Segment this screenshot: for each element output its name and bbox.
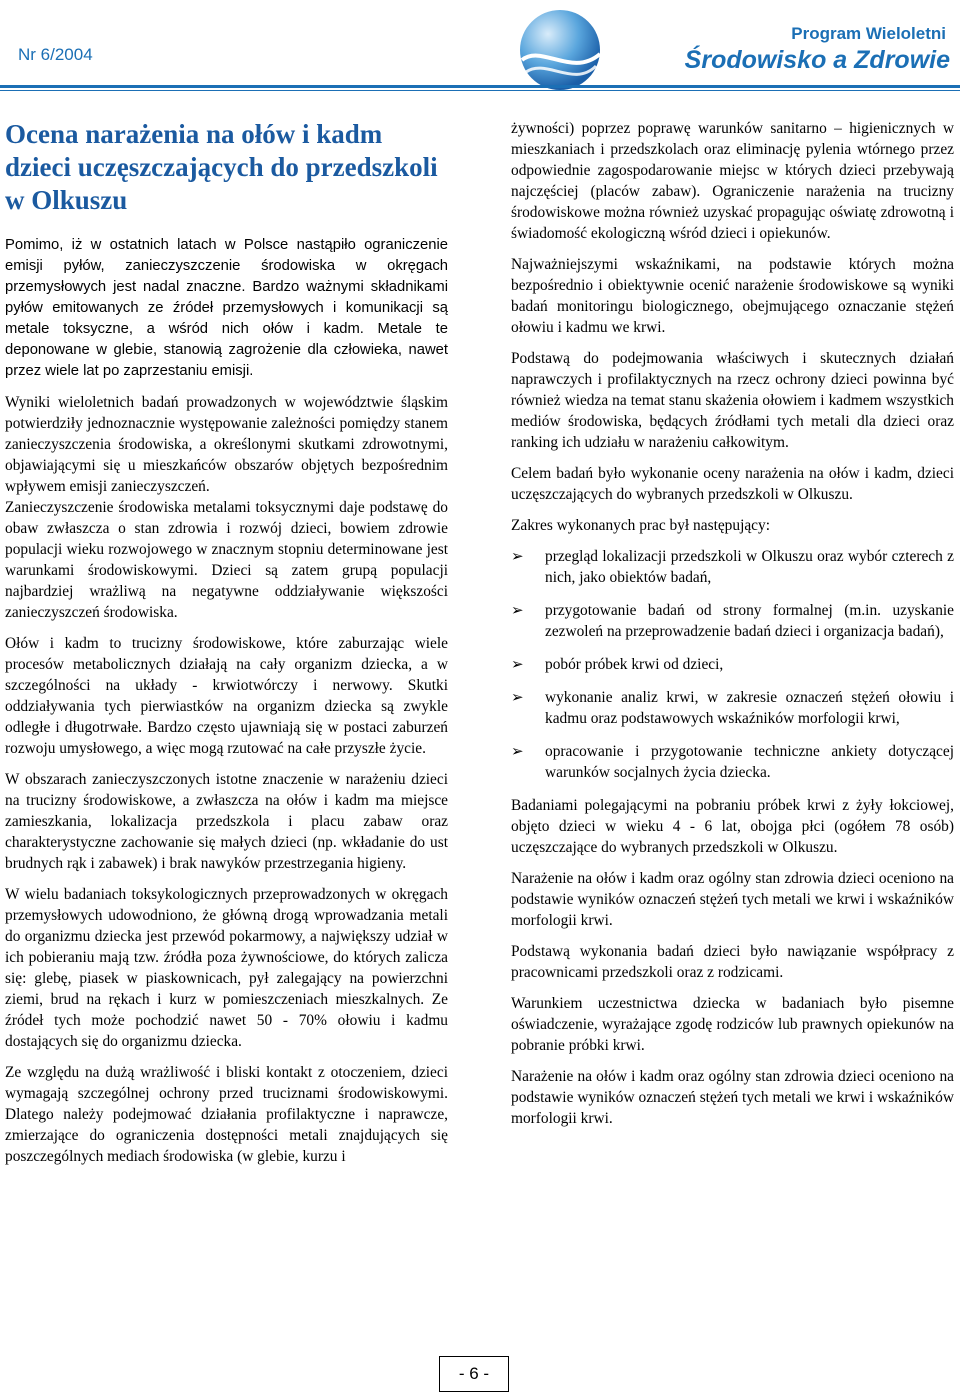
article-paragraph: Podstawą do podejmowania właściwych i skutecznych działań naprawczych i profilaktycznych na rzecz ochrony dzieci powinna być również wiedza na temat stanu skażenia ołowiem i kadmem wszystkich mediów środowiska, będących źródłami tych metali dla dzieci oraz ranking ich udziału w narażeniu całkowitym. bbox=[511, 350, 954, 451]
article-paragraph: Narażenie na ołów i kadm oraz ogólny stan zdrowia dzieci oceniono na podstawie wyników oznaczeń stężeń tych metali we krwi i wskaźników morfologii krwi. bbox=[511, 1068, 954, 1127]
list-item-text: opracowanie i przygotowanie techniczne ankiety dotyczącej warunków socjalnych życia dziecka. bbox=[545, 743, 954, 781]
list-item bbox=[511, 741, 954, 783]
article-paragraph: W wielu badaniach toksykologicznych przeprowadzonych w okręgach przemysłowych udowodniono, że główną drogą wprowadzania metali do organizmu dziecka jest przewód pokarmowy, a największy udział w ich pobieraniu mają tzw. źródła poza żywnościowe, do których zalicza się: glebę, piasek w piaskownicach, pył zalegający na powierzchni ziemi, brud na rękach i kurz w pomieszczeniach mieszkalnych. Ze źródeł tych może pochodzić nawet 50 - 70% ołowiu i kadmu dostających się do organizmu dziecka. bbox=[5, 886, 448, 1050]
header-rule-thin bbox=[0, 90, 960, 91]
article-paragraph: Celem badań było wykonanie oceny narażenia na ołów i kadm, dzieci uczęszczających do wybranych przedszkoli w Olkuszu. bbox=[511, 465, 954, 503]
article-paragraph: Badaniami polegającymi na pobraniu próbek krwi z żyły łokciowej, objęto dzieci w wieku 4 - 6 lat, obojga płci (ogółem 78 osób) uczęszczające do wybranych przedszkoli w Olkuszu. bbox=[511, 797, 954, 856]
list-item-text: wykonanie analiz krwi, w zakresie oznaczeń stężeń ołowiu i kadmu oraz podstawowych wskaźników morfologii krwi, bbox=[545, 689, 954, 727]
article-paragraph: Zanieczyszczenie środowiska metalami toksycznymi daje podstawę do obaw zwłaszcza o stan zdrowia i rozwój dzieci, bowiem zdrowie populacji wieku rozwojowego w znacznym stopniu determinowane jest warunkami środowiskowymi. Dzieci są zatem grupą populacji najbardziej wrażliwą na negatywne oddziaływanie większości zanieczyszczeń środowiska. bbox=[5, 499, 448, 621]
article-title: Ocena narażenia na ołów i kadm dzieci uczęszczających do przedszkoli w Olkuszu bbox=[5, 119, 438, 215]
list-item bbox=[511, 600, 954, 642]
arrow-bullet-icon: ➢ bbox=[511, 547, 524, 565]
article-paragraph: W obszarach zanieczyszczonych istotne znaczenie w narażeniu dzieci na trucizny środowiskowe, a zwłaszcza na ołów i kadm ma miejsce zamieszkania, lokalizacja przedszkola i placu zabaw oraz charakterystyczne zachowanie się małych dzieci (np. wkładanie do ust brudnych rąk i zabawek) i brak nawyków przestrzegania higieny. bbox=[5, 771, 448, 872]
list-item bbox=[511, 546, 954, 588]
right-column bbox=[511, 118, 954, 1139]
article-paragraph: Podstawą wykonania badań dzieci było nawiązanie współpracy z pracownicami przedszkoli oraz z rodzicami. bbox=[511, 943, 954, 981]
article-paragraph: Warunkiem uczestnictwa dziecka w badaniach było pisemne oświadczenie, wyrażające zgodę rodziców lub prawnych opiekunów na pobranie próbki krwi. bbox=[511, 995, 954, 1054]
program-subtitle: Środowisko a Zdrowie bbox=[684, 46, 950, 74]
arrow-bullet-icon: ➢ bbox=[511, 601, 524, 619]
article-paragraph: Ze względu na dużą wrażliwość i bliski kontakt z otoczeniem, dzieci wymagają szczególnej ochrony przed truciznami środowiskowymi. Dlatego należy podejmować działania profilaktyczne i naprawcze, zmierzające do ograniczenia dostępności metali znajdujących się poszczególnych mediach środowiska (w glebie, kurzu i bbox=[5, 1064, 448, 1165]
list-item bbox=[511, 654, 954, 675]
arrow-bullet-icon: ➢ bbox=[511, 655, 524, 673]
article-paragraph: Narażenie na ołów i kadm oraz ogólny stan zdrowia dzieci oceniono na podstawie wyników oznaczeń stężeń tych metali we krwi i wskaźników morfologii krwi. bbox=[511, 870, 954, 929]
page-header bbox=[0, 0, 960, 110]
arrow-bullet-icon: ➢ bbox=[511, 742, 524, 760]
issue-number: Nr 6/2004 bbox=[18, 45, 93, 64]
article-paragraph: Wyniki wieloletnich badań prowadzonych w województwie śląskim potwierdziły jednoznacznie występowanie zależności pomiędzy stanem zanieczyszczenia środowiska, a określonymi skutkami zdrowotnymi, objawiającymi się u mieszkańców obszarów objętych bezpośrednim wpływem emisji zanieczyszczeń. bbox=[5, 394, 448, 495]
page-number: - 6 - bbox=[439, 1356, 509, 1392]
left-column bbox=[5, 118, 448, 1177]
header-rule bbox=[0, 85, 960, 88]
article-paragraph: Pomimo, iż w ostatnich latach w Polsce nastąpiło ograniczenie emisji pyłów, zanieczyszczenie środowiska w okręgach przemysłowych jest nadal znaczne. Bardzo ważnymi składnikami pyłów emitowanych ze źródeł przemysłowych i komunikacji są metale toksyczne, a wśród nich ołów i kadm. Metale te deponowane w glebie, stanowią zagrożenie dla człowieka, nawet przez wiele lat po zaprzestaniu emisji. bbox=[5, 237, 448, 379]
article-paragraph: Zakres wykonanych prac był następujący: bbox=[511, 517, 770, 534]
list-item-text: pobór próbek krwi od dzieci, bbox=[545, 656, 724, 673]
list-item-text: przegląd lokalizacji przedszkoli w Olkuszu oraz wybór czterech z nich, jako obiektów badań, bbox=[545, 548, 954, 586]
list-item bbox=[511, 687, 954, 729]
article-paragraph: Najważniejszymi wskaźnikami, na podstawie których można bezpośrednio i obiektywnie ocenić narażenie środowiskowe są wyniki badań monitoringu biologicznego, obejmującego oznaczanie stężeń ołowiu i kadmu we krwi. bbox=[511, 256, 954, 336]
article-paragraph: żywności) poprzez poprawę warunków sanitarno – higienicznych w mieszkaniach i przedszkolach oraz eliminację pylenia wtórnego przez odpowiednie zagospodarowanie miejsc w których dzieci przebywają najczęściej (placów zabaw). Ograniczenie narażenia na trucizny środowiskowe można również uzyskać propagując oświatę zdrowotną i świadomość ekologiczną wśród dzieci i opiekunów. bbox=[511, 120, 954, 242]
list-item-text: przygotowanie badań od strony formalnej (m.in. uzyskanie zezwoleń na przeprowadzenie badań dzieci i organizacja badań), bbox=[545, 602, 954, 640]
scope-list bbox=[511, 546, 954, 783]
program-title: Program Wieloletni bbox=[791, 24, 946, 43]
arrow-bullet-icon: ➢ bbox=[511, 688, 524, 706]
article-paragraph: Ołów i kadm to trucizny środowiskowe, które zaburzając wiele procesów metabolicznych działają na cały organizm dziecka, a w szczególności na układy - krwiotwórczy i nerwowy. Skutki oddziaływania tych pierwiastków na organizm dziecka są zwykle odległe i długotrwałe. Bardzo często ujawniają się w postaci zaburzeń rozwoju umysłowego, a więc mogą rzutować na całe przyszłe życie. bbox=[5, 635, 448, 757]
